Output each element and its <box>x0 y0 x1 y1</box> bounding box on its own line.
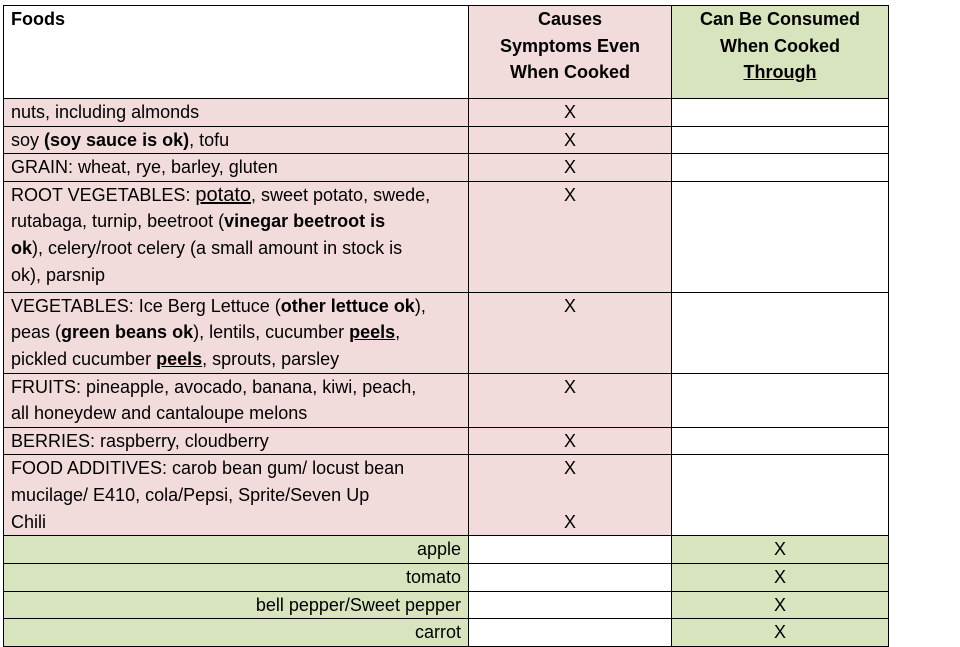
causes-cell <box>469 427 672 455</box>
food-text: FOOD ADDITIVES: carob bean gum/ locust bean <box>11 458 405 479</box>
food-cell: carrot <box>4 619 469 647</box>
food-text: green beans ok <box>61 322 194 343</box>
causes-cell <box>469 536 672 564</box>
food-cell <box>4 181 469 292</box>
food-text: peels <box>156 348 203 369</box>
food-text: GRAIN: wheat, rye, barley, gluten <box>11 157 278 178</box>
foods-column-header: Foods <box>4 6 469 99</box>
causes-mark: X <box>563 102 576 122</box>
food-text: peels <box>349 322 396 343</box>
food-cell <box>4 99 469 127</box>
food-text: peas ( <box>11 322 62 343</box>
table-row <box>4 563 889 591</box>
causes-mark: X <box>563 129 576 150</box>
food-cell <box>4 373 469 427</box>
food-text: FRUITS: pineapple, avocado, banana, kiwi, peach, <box>11 376 417 397</box>
causes-cell <box>469 126 672 154</box>
food-text: vinegar beetroot is <box>224 211 386 232</box>
causes-header-line: When Cooked <box>510 62 630 83</box>
causes-cell <box>469 619 672 647</box>
food-text: , tofu <box>189 129 230 150</box>
table-row <box>4 292 889 373</box>
consume-cell <box>672 427 889 455</box>
table-row <box>4 427 889 455</box>
food-cell: tomato <box>4 563 469 591</box>
consume-header-line: When Cooked <box>720 35 840 56</box>
causes-cell <box>469 455 672 536</box>
food-cell <box>4 126 469 154</box>
food-text: , sprouts, parsley <box>202 348 340 369</box>
consume-cell <box>672 126 889 154</box>
food-text: other lettuce ok <box>280 295 415 316</box>
consume-header-line: Through <box>743 62 817 83</box>
causes-cell <box>469 591 672 619</box>
consume-cell: X <box>672 536 889 564</box>
table-row <box>4 126 889 154</box>
food-cell <box>4 292 469 373</box>
consume-cell <box>672 181 889 292</box>
food-cell <box>4 154 469 182</box>
consume-cell <box>672 99 889 127</box>
food-text: all honeydew and cantaloupe melons <box>11 403 308 424</box>
food-text: potato <box>195 183 251 206</box>
consume-cell: X <box>672 619 889 647</box>
food-text: Chili <box>11 511 47 532</box>
food-text: VEGETABLES: Ice Berg Lettuce ( <box>11 295 281 316</box>
foods-table <box>3 5 889 647</box>
food-text: mucilage/ E410, cola/Pepsi, Sprite/Seven Up <box>11 484 370 505</box>
table-row <box>4 619 889 647</box>
food-text: ), <box>414 295 426 316</box>
causes-cell <box>469 154 672 182</box>
food-text: rutabaga, turnip, beetroot ( <box>11 211 225 232</box>
causes-mark: X <box>563 157 576 178</box>
food-text: ok <box>11 237 33 258</box>
food-text: ), celery/root celery (a small amount in stock is <box>32 237 403 258</box>
causes-cell <box>469 292 672 373</box>
causes-mark: X <box>563 295 576 316</box>
causes-cell <box>469 181 672 292</box>
consume-cell <box>672 154 889 182</box>
table-row <box>4 99 889 127</box>
food-cell: bell pepper/Sweet pepper <box>4 591 469 619</box>
food-cell <box>4 455 469 536</box>
consume-cell: X <box>672 591 889 619</box>
causes-mark: X <box>563 458 576 479</box>
causes-mark: X <box>563 430 576 451</box>
causes-cell <box>469 99 672 127</box>
causes-mark: X <box>563 376 576 397</box>
food-text: (soy sauce is ok) <box>44 129 190 150</box>
table-row <box>4 181 889 292</box>
consume-cell: X <box>672 563 889 591</box>
causes-mark <box>476 482 664 509</box>
causes-cell <box>469 563 672 591</box>
consume-column-header <box>672 6 889 99</box>
causes-column-header <box>469 6 672 99</box>
table-row <box>4 455 889 536</box>
food-text: , sweet potato, swede, <box>251 184 431 205</box>
food-text: , <box>395 322 401 343</box>
causes-mark: X <box>563 184 576 205</box>
header-row <box>4 6 889 99</box>
consume-cell <box>672 373 889 427</box>
food-text: soy <box>11 129 45 150</box>
table-row <box>4 373 889 427</box>
table-row <box>4 591 889 619</box>
causes-cell <box>469 373 672 427</box>
food-cell: apple <box>4 536 469 564</box>
causes-header-line: Causes <box>537 9 603 29</box>
causes-header-line: Symptoms Even <box>499 35 641 56</box>
food-text: pickled cucumber <box>11 348 157 369</box>
food-text: ROOT VEGETABLES: <box>11 184 196 205</box>
table-row <box>4 154 889 182</box>
consume-cell <box>672 292 889 373</box>
table-body <box>4 99 889 647</box>
consume-header-line: Can Be Consumed <box>699 9 861 29</box>
consume-cell <box>672 455 889 536</box>
table-row <box>4 536 889 564</box>
food-cell <box>4 427 469 455</box>
food-text: nuts, including almonds <box>11 102 200 122</box>
food-text: BERRIES: raspberry, cloudberry <box>11 430 269 451</box>
food-text: ), lentils, cucumber <box>193 322 350 343</box>
causes-mark: X <box>563 511 576 532</box>
food-text: ok), parsnip <box>11 264 106 285</box>
